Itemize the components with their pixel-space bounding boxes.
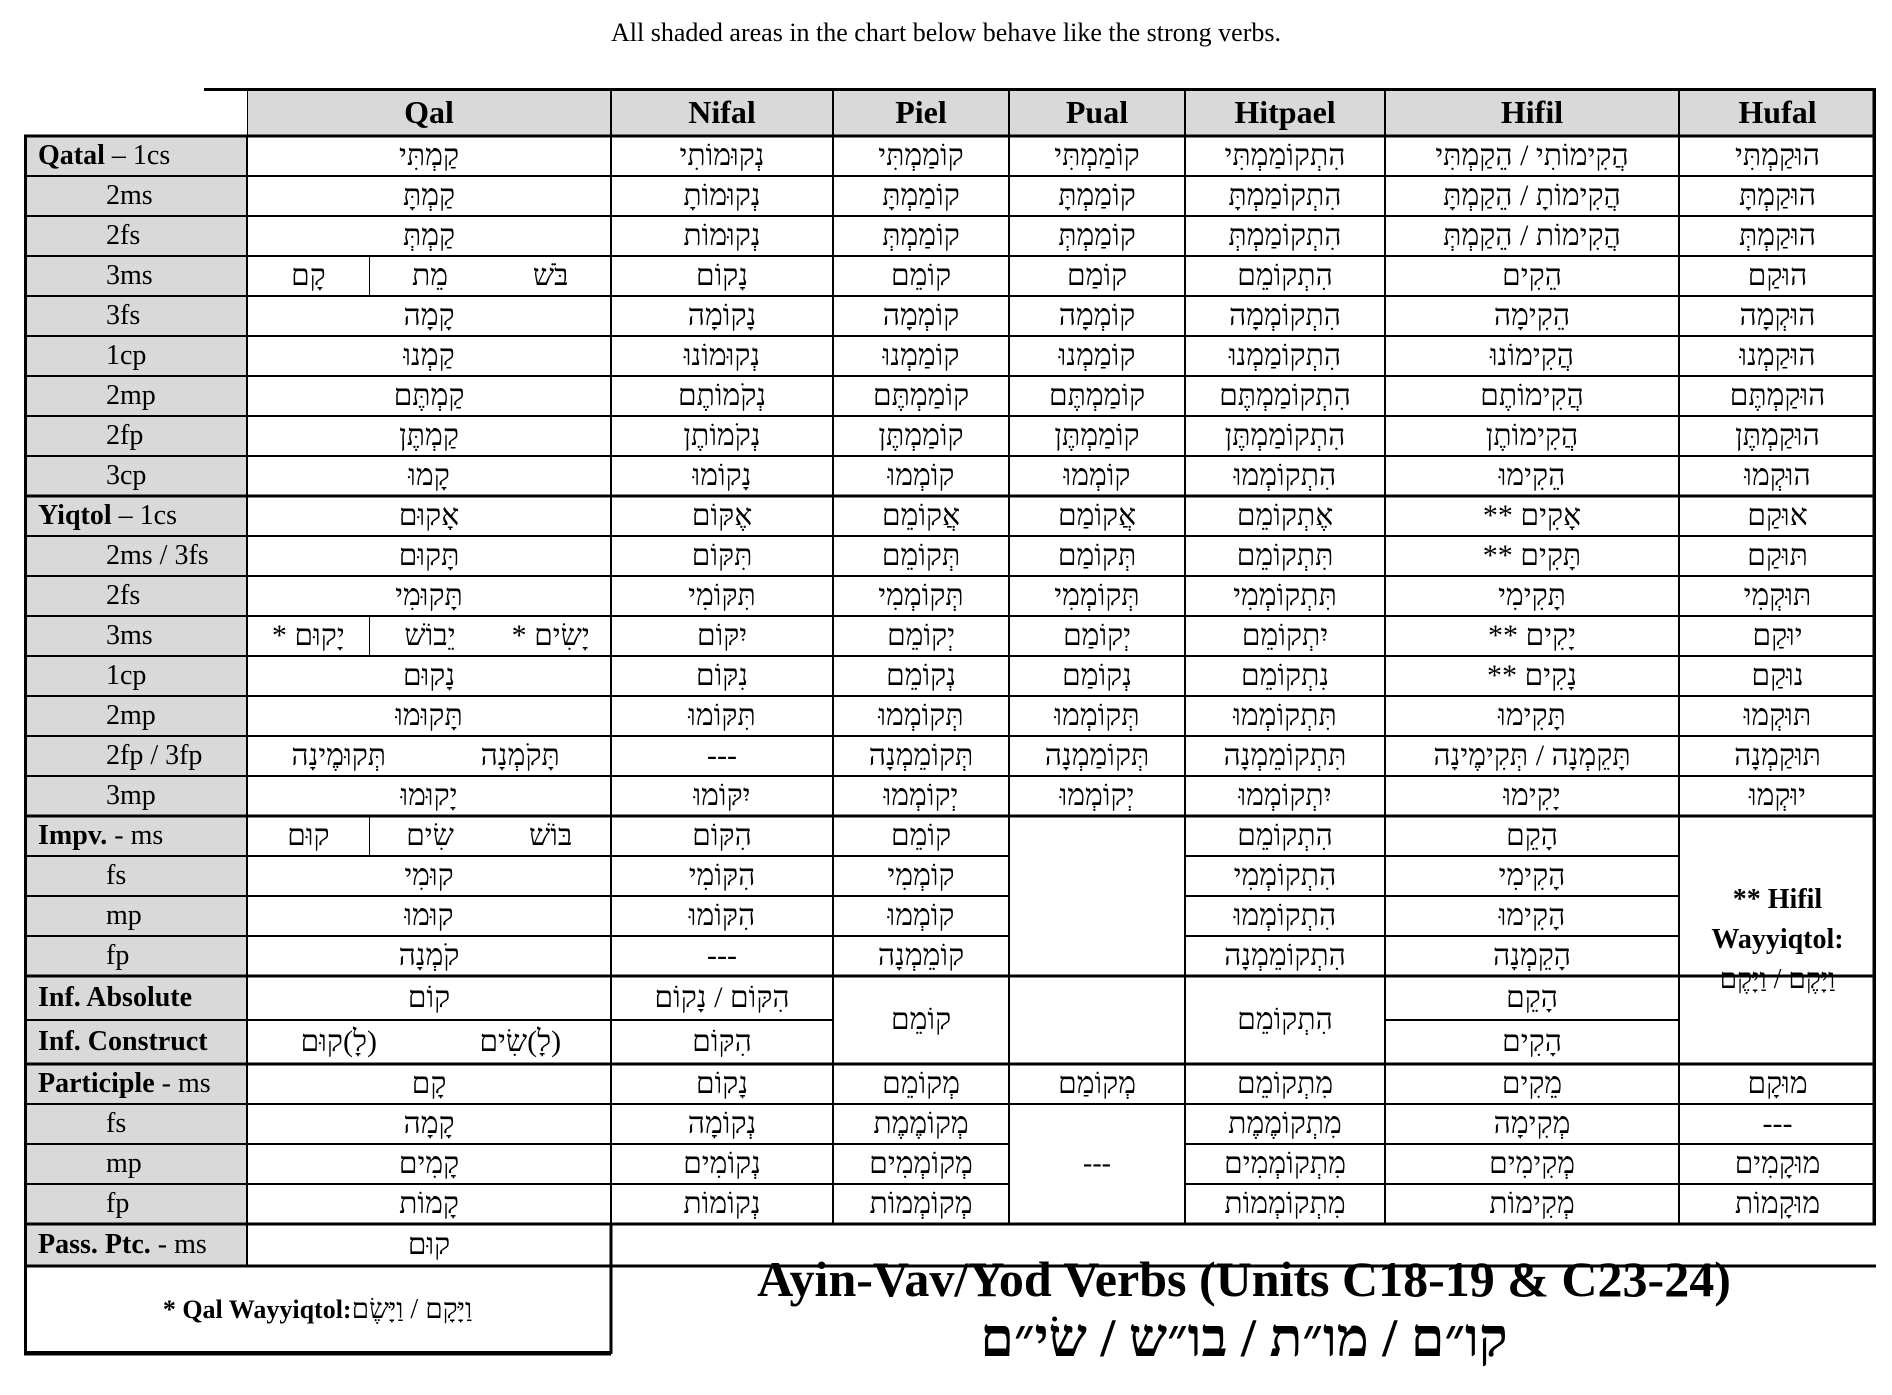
piel-form: קוֹמְמָה	[882, 299, 960, 332]
chart-title: Ayin-Vav/Yod Verbs (Units C18-19 & C23-24)	[757, 1251, 1731, 1307]
row-label: fs	[24, 1104, 247, 1144]
hifil-form: הֵקִימוּ	[1498, 459, 1566, 492]
nifal-form: יִקּוֹם	[696, 619, 748, 652]
hitpael-form: תִּתְקוֹמְמוּ	[1233, 699, 1337, 732]
pual-form: תְּקוֹמַמְנָה	[1044, 739, 1150, 772]
nifal-form: נְקוֹמִים	[683, 1147, 761, 1180]
qal-form: קָמוּ	[408, 459, 450, 492]
section-label: Impv.	[38, 820, 108, 851]
piel-form: קוֹמֵם	[890, 819, 952, 852]
header-hifil: Hifil	[1385, 88, 1679, 136]
hifil-form: הָקֵם	[1505, 819, 1559, 852]
row-label: fp	[24, 936, 247, 976]
pual-form: קוֹמַמְנוּ	[1058, 339, 1136, 372]
hifil-wayyiqtol-note	[1679, 816, 1876, 1064]
nifal-form: נָקוֹם	[695, 1067, 749, 1100]
piel-form: קוֹמַמְתִּי	[878, 139, 964, 172]
qal-form: אָקוּם	[398, 499, 460, 532]
form-variant: יָקוּם *	[247, 616, 369, 656]
hitpael-form: הִתְקוֹמֵמְנָה	[1224, 939, 1346, 972]
hitpael-form: מִתְקוֹמְמִים	[1224, 1147, 1346, 1180]
form-variant: תְּקוּמֶינָה	[247, 736, 430, 776]
nifal-form: ---	[707, 939, 737, 972]
piel-form: תְּקוֹמְמוּ	[878, 699, 964, 732]
nifal-form: נְקוּמוֹתָ	[683, 179, 761, 212]
hifil-form: תָּקֵמְנָה / תְּקִימֶינָה	[1433, 739, 1631, 772]
pual-form: תְּקוֹמְמוּ	[1054, 699, 1140, 732]
pual-form: תְּקוֹמַם	[1057, 539, 1137, 572]
hifil-form: הָקֵם	[1505, 981, 1559, 1014]
hitpael-form: הִתְקוֹמַמְנוּ	[1228, 339, 1342, 372]
section-sublabel: - ms	[150, 1229, 207, 1260]
split-forms	[247, 736, 611, 776]
nifal-form: הִקּוֹמִי	[688, 859, 756, 892]
piel-form: קוֹמַמְתָּ	[882, 179, 960, 212]
hitpael-form: יִתְקוֹמְמוּ	[1238, 779, 1332, 812]
nifal-form: הִקּוֹם / נָקוֹם	[654, 981, 790, 1014]
pual-form: קוֹמַמְתְּ	[1058, 219, 1136, 252]
hitpael-form: הִתְקוֹמְמוּ	[1233, 459, 1337, 492]
form-variant: בֹּשׁ	[532, 259, 569, 292]
section-label: Qatal	[38, 140, 105, 171]
qal-form: קוּם	[407, 1228, 451, 1261]
row-label-inf-construct: Inf. Construct	[24, 1020, 247, 1064]
form-variant: בּוֹשׁ	[528, 819, 573, 852]
hufal-form: תּוּקַמְנָה	[1734, 739, 1821, 772]
hifil-form: הָקִימִי	[1498, 859, 1566, 892]
nifal-form: הִקּוֹמוּ	[688, 899, 756, 932]
pual-empty-block	[1009, 816, 1185, 1064]
header-nifal: Nifal	[611, 88, 833, 136]
piel-form: מְקוֹמְמִים	[869, 1147, 973, 1180]
pual-form: קוֹמַמְתָּ	[1058, 179, 1136, 212]
section-sublabel: – 1cs	[111, 500, 177, 531]
note-line: ** Hifil	[1732, 884, 1823, 915]
piel-form: קוֹמְמִי	[887, 859, 955, 892]
hitpael-form: הִתְקוֹמֵם	[1237, 259, 1333, 292]
header-qal: Qal	[247, 88, 611, 136]
hitpael-form: נִתְקוֹמֵם	[1240, 659, 1330, 692]
nifal-form: נְקֹמוֹתֶן	[683, 419, 761, 452]
hifil-form: הֵקִימָה	[1493, 299, 1571, 332]
pual-form: קוֹמְמוּ	[1063, 459, 1131, 492]
section-label: Pass. Ptc.	[38, 1229, 151, 1260]
qal-form: תָּקוּמִי	[395, 579, 463, 612]
piel-form: קוֹמַמְתֶּם	[872, 379, 970, 412]
hifil-form: הָקֵמְנָה	[1492, 939, 1572, 972]
qal-form: קַמְתָּ	[402, 179, 456, 212]
pual-form: אֲקוֹמַם	[1057, 499, 1137, 532]
qal-form: קוּמִי	[404, 859, 454, 892]
hufal-form: הוּקְמוּ	[1744, 459, 1811, 492]
hufal-form: מוּקָמוֹת	[1734, 1187, 1821, 1220]
form-variant: קָם	[247, 256, 369, 296]
pual-form: נְקוֹמַם	[1062, 659, 1132, 692]
row-label: 2fp	[24, 416, 247, 456]
row-label: mp	[24, 1144, 247, 1184]
piel-form: קוֹמַמְנוּ	[882, 339, 960, 372]
hitpael-form: הִתְקוֹמְמָה	[1228, 299, 1342, 332]
hifil-form: הֲקִימוֹתֶם	[1480, 379, 1584, 412]
hufal-form: הוּקַמְתֶּן	[1735, 419, 1820, 452]
piel-form: קוֹמְמוּ	[887, 459, 955, 492]
section-sublabel: - ms	[107, 820, 164, 851]
header-blank	[24, 88, 247, 136]
piel-form: תְּקוֹמֵם	[881, 539, 961, 572]
nifal-form: אֶקּוֹם	[691, 499, 753, 532]
header-hufal: Hufal	[1679, 88, 1876, 136]
hifil-form: מֵקִים	[1501, 1067, 1563, 1100]
note-prefix: * Qal Wayyiqtol:	[162, 1295, 352, 1324]
row-label-participle	[24, 1064, 247, 1104]
hitpael-form: הִתְקוֹמֵם	[1237, 819, 1333, 852]
piel-form: קוֹמַמְתְּ	[882, 219, 960, 252]
nifal-form: הִקּוֹם	[692, 1025, 752, 1058]
hifil-form: תָּקִימוּ	[1498, 699, 1566, 732]
hitpael-form: מִתְקוֹמְמוֹת	[1224, 1187, 1346, 1220]
row-label: 2fs	[24, 216, 247, 256]
nifal-form: תִּקּוֹם	[691, 539, 753, 572]
hitpael-form: הִתְקוֹמַמְתָּ	[1228, 179, 1342, 212]
hufal-form: נוּקַם	[1751, 659, 1804, 692]
row-label-qatal	[24, 136, 247, 176]
form-variant: קוּם	[247, 816, 369, 856]
qal-form: קֹמְנָה	[398, 939, 460, 972]
hufal-form: הוּקַם	[1747, 259, 1808, 292]
header-piel: Piel	[833, 88, 1009, 136]
qal-form: קַמְתִּי	[399, 139, 459, 172]
form-variant: יֵבוֹשׁ	[369, 616, 491, 656]
row-label: 1cp	[24, 656, 247, 696]
qal-form: נָקוּם	[402, 659, 456, 692]
hufal-form: יוּקְמוּ	[1748, 779, 1807, 812]
paradigm-table	[24, 88, 1876, 1372]
row-label: 2ms / 3fs	[24, 536, 247, 576]
qal-form	[247, 736, 611, 776]
form-variant: יָשִׂים *	[511, 619, 590, 652]
row-label: 3mp	[24, 776, 247, 816]
qal-form: יָקוּמוּ	[400, 779, 458, 812]
hifil-form: מְקִימִים	[1488, 1147, 1576, 1180]
row-label: 2mp	[24, 696, 247, 736]
row-label-impv	[24, 816, 247, 856]
qal-form: קוֹם	[407, 981, 451, 1014]
nifal-form: נִקּוֹם	[695, 659, 749, 692]
piel-form: מְקוֹמְמוֹת	[869, 1187, 973, 1220]
qal-form	[247, 1020, 611, 1064]
hitpael-inf-form: הִתְקוֹמֵם	[1237, 1003, 1333, 1036]
row-label: fs	[24, 856, 247, 896]
hufal-form: תּוּקְמוּ	[1743, 699, 1812, 732]
nifal-form: יִקּוֹמוּ	[693, 779, 751, 812]
nifal-form: נְקוֹמָה	[687, 1107, 757, 1140]
hitpael-form: הִתְקוֹמַמְתְּ	[1228, 219, 1342, 252]
pual-form: תְּקוֹמְמִי	[1054, 579, 1140, 612]
hufal-form: תּוּקְמִי	[1743, 579, 1812, 612]
hitpael-form: הִתְקוֹמַמְתֶּן	[1224, 419, 1346, 452]
nifal-form: נְקוֹמוֹת	[683, 1187, 761, 1220]
row-label-yiqtol	[24, 496, 247, 536]
section-label: Yiqtol	[38, 500, 112, 531]
form-variant: מֵת	[369, 256, 491, 296]
qal-form: קָמָה	[403, 299, 455, 332]
qal-form: קוּמוּ	[404, 899, 454, 932]
header-hitpael: Hitpael	[1185, 88, 1385, 136]
qal-form: תָּקוּמוּ	[395, 699, 463, 732]
piel-form: נְקוֹמֵם	[886, 659, 956, 692]
split-forms	[247, 256, 611, 296]
piel-form: יְקוֹמֵם	[886, 619, 956, 652]
qal-form	[247, 256, 611, 296]
hifil-form: הֲקִימוֹתָ / הֵקַמְתָּ	[1443, 179, 1621, 212]
row-label: 2ms	[24, 176, 247, 216]
qal-form: קַמְתֶּם	[393, 379, 465, 412]
chart-title-block	[612, 1250, 1876, 1368]
piel-form: מְקוֹמֵם	[881, 1067, 961, 1100]
piel-form: קוֹמְמוּ	[887, 899, 955, 932]
qal-form: קַמְנוּ	[403, 339, 455, 372]
qal-wayyiqtol-note	[24, 1266, 611, 1354]
qal-form: קַמְתֶּן	[399, 419, 459, 452]
row-label: mp	[24, 896, 247, 936]
hifil-form: הֲקִימוֹנוּ	[1489, 339, 1575, 372]
qal-form	[247, 616, 611, 656]
qal-form: קַמְתְּ	[402, 219, 456, 252]
hufal-form: הוּקַמְתִּי	[1735, 139, 1820, 172]
hifil-form: תָּקִימִי	[1498, 579, 1566, 612]
piel-form: אֲקוֹמֵם	[881, 499, 961, 532]
nifal-form: נָקוֹמוּ	[692, 459, 752, 492]
pual-participle-empty: ---	[1083, 1148, 1111, 1179]
note-hebrew: וַיָּקָם / וַיָּשֶׂם	[351, 1294, 473, 1325]
hufal-form: אוּקַם	[1747, 499, 1808, 532]
row-label: 1cp	[24, 336, 247, 376]
qal-form: קָמָה	[403, 1107, 455, 1140]
hifil-form: הֲקִימוֹתֶן	[1485, 419, 1579, 452]
qal-form: קָמִים	[398, 1147, 460, 1180]
hifil-form: הֲקִימוֹת / הֵקַמְתְּ	[1443, 219, 1621, 252]
nifal-form: נְקוּמוֹתִי	[679, 139, 765, 172]
hifil-form: הָקִימוּ	[1498, 899, 1566, 932]
hufal-form: הוּקַמְתֶּם	[1729, 379, 1826, 412]
piel-form: תְּקוֹמְמִי	[878, 579, 964, 612]
split-forms	[247, 1020, 611, 1064]
hifil-form: תָּקִים **	[1482, 539, 1582, 572]
hifil-form: אָקִים **	[1482, 499, 1582, 532]
hitpael-form: תִּתְקוֹמְמִי	[1233, 579, 1337, 612]
nifal-form: נְקֹמוֹתֶם	[677, 379, 767, 412]
hufal-form: הוּקַמְתָּ	[1738, 179, 1817, 212]
hitpael-form: מִתְקוֹמֵם	[1236, 1067, 1334, 1100]
note-line: Wayyiqtol:	[1711, 924, 1844, 955]
form-variant: (לָ)קוּם	[247, 1020, 430, 1064]
qal-form: קָמוֹת	[399, 1187, 459, 1220]
pual-form: מְקוֹמַם	[1057, 1067, 1137, 1100]
chart-title-hebrew: קו״ם / מו״ת / בו״ש / שׂי״ם	[980, 1308, 1508, 1368]
pual-form: קוֹמַם	[1066, 259, 1128, 292]
qal-form: קָם	[411, 1067, 447, 1100]
nifal-form: נָקוֹם	[695, 259, 749, 292]
hitpael-form: תִּתְקוֹמֵם	[1236, 539, 1334, 572]
row-label: 2fs	[24, 576, 247, 616]
hufal-form: תּוּקַם	[1747, 539, 1808, 572]
hifil-form: הָקִים	[1502, 1025, 1562, 1058]
piel-form: תְּקוֹמֵמְנָה	[868, 739, 974, 772]
chart-note: All shaded areas in the chart below behave like the strong verbs.	[611, 18, 1281, 47]
hufal-form: מוּקָם	[1747, 1067, 1808, 1100]
row-label: 3fs	[24, 296, 247, 336]
hufal-form: יוּקַם	[1752, 619, 1803, 652]
row-label: 2fp / 3fp	[24, 736, 247, 776]
hifil-form: יָקִימוּ	[1503, 779, 1561, 812]
split-forms	[247, 816, 611, 856]
section-sublabel: - ms	[154, 1068, 211, 1099]
row-label: 3ms	[24, 256, 247, 296]
form-variant: שִׂים	[369, 816, 491, 856]
hitpael-form: הִתְקוֹמְמוּ	[1233, 899, 1337, 932]
pual-form: קוֹמַמְתֶּן	[1054, 419, 1140, 452]
hufal-form: מוּקָמִים	[1734, 1147, 1821, 1180]
section-sublabel: – 1cs	[104, 140, 171, 171]
hitpael-form: אֶתְקוֹמֵם	[1236, 499, 1334, 532]
piel-form: מְקוֹמֶמֶת	[873, 1107, 969, 1140]
hitpael-form: הִתְקוֹמַמְתִּי	[1224, 139, 1346, 172]
hitpael-form: יִתְקוֹמֵם	[1241, 619, 1329, 652]
nifal-form: נְקוּמוֹנוּ	[683, 339, 761, 372]
hitpael-form: הִתְקוֹמְמִי	[1233, 859, 1337, 892]
nifal-form: תִּקּוֹמוּ	[688, 699, 756, 732]
pual-form: קוֹמַמְתִּי	[1054, 139, 1140, 172]
piel-inf-form: קוֹמֵם	[890, 1003, 952, 1036]
piel-form: קוֹמֵמְנָה	[877, 939, 965, 972]
pual-form: יְקוֹמְמוּ	[1059, 779, 1135, 812]
row-label: 3ms	[24, 616, 247, 656]
hifil-form: מְקִימוֹת	[1489, 1187, 1575, 1220]
section-label: Participle	[38, 1068, 155, 1099]
row-label: 2mp	[24, 376, 247, 416]
hifil-form: יָקִים **	[1488, 619, 1577, 652]
qal-form	[247, 816, 611, 856]
piel-form: קוֹמַמְתֶּן	[878, 419, 964, 452]
form-variant: (לָ)שִׂים	[479, 1025, 562, 1058]
qal-form: תָּקוּם	[398, 539, 460, 572]
row-label-pass-ptc	[24, 1224, 247, 1266]
hufal-form: ---	[1762, 1107, 1793, 1140]
pual-form: קוֹמְמָה	[1058, 299, 1136, 332]
nifal-form: נָקוֹמָה	[687, 299, 757, 332]
nifal-form: ---	[707, 739, 737, 772]
piel-form: יְקוֹמְמוּ	[883, 779, 959, 812]
piel-form: קוֹמֵם	[890, 259, 952, 292]
hitpael-form: מִתְקוֹמֶמֶת	[1228, 1107, 1342, 1140]
nifal-form: הִקּוֹם	[692, 819, 752, 852]
hifil-form: הֵקִים	[1502, 259, 1562, 292]
hifil-form: הֲקִימוֹתִי / הֵקַמְתִּי	[1435, 139, 1629, 172]
row-label-inf-absolute: Inf. Absolute	[24, 976, 247, 1020]
pual-form: קוֹמַמְתֶּם	[1048, 379, 1146, 412]
row-label: fp	[24, 1184, 247, 1224]
hifil-form: מְקִימָה	[1493, 1107, 1571, 1140]
hufal-form: הוּקְמָה	[1739, 299, 1816, 332]
hifil-form: נָקִים **	[1487, 659, 1577, 692]
nifal-form: נְקוּמוֹת	[683, 219, 761, 252]
nifal-form: תִּקּוֹמִי	[688, 579, 756, 612]
hufal-form: הוּקַמְנוּ	[1739, 339, 1816, 372]
row-label: 3cp	[24, 456, 247, 496]
hufal-form: הוּקַמְתְּ	[1738, 219, 1817, 252]
note-hebrew: וַיָּקֶם / וַיָּקֶם	[1719, 964, 1836, 995]
header-pual: Pual	[1009, 88, 1185, 136]
hitpael-form: תִּתְקוֹמֵמְנָה	[1223, 739, 1347, 772]
hitpael-form: הִתְקוֹמַמְתֶּם	[1219, 379, 1351, 412]
pual-form: יְקוֹמַם	[1062, 619, 1132, 652]
split-forms	[247, 616, 611, 656]
form-variant: תָּקֹמְנָה	[480, 739, 560, 772]
